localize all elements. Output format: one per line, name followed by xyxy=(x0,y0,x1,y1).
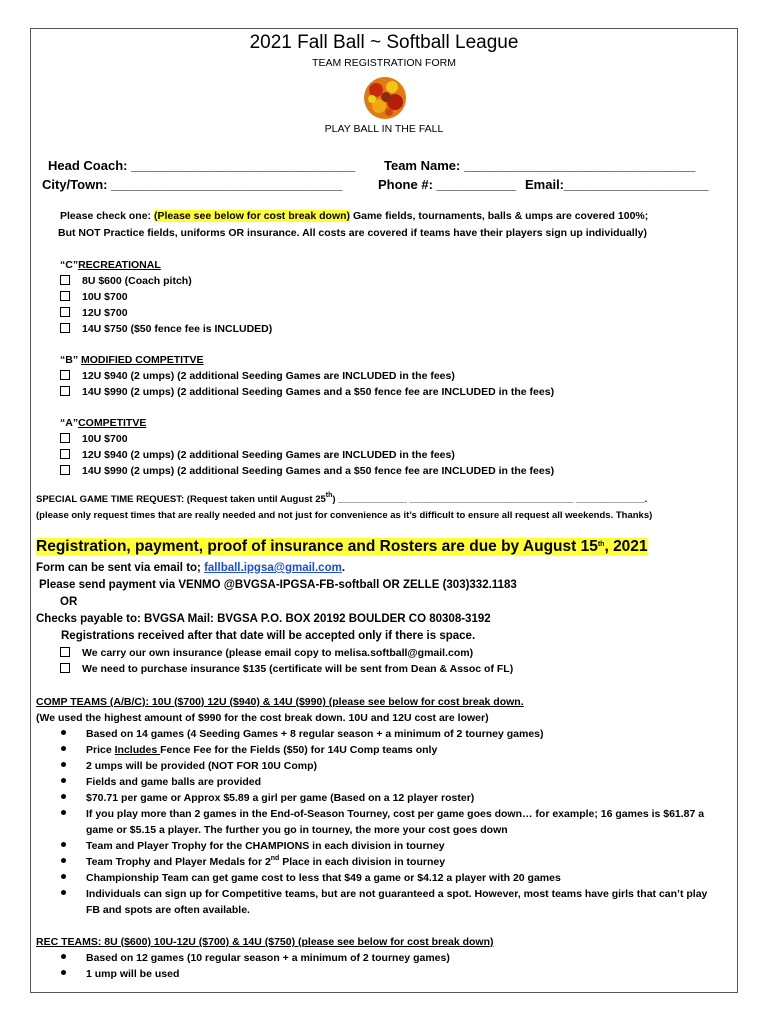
list-item xyxy=(61,968,179,980)
checkbox-option[interactable] xyxy=(60,275,192,287)
option-label: 14U $750 ($50 fence fee is INCLUDED) xyxy=(82,323,273,335)
checkbox-option[interactable] xyxy=(60,291,128,303)
checkbox-option[interactable] xyxy=(60,386,554,398)
option-label: 12U $940 (2 umps) (2 additional Seeding Games are INCLUDED in the fees) xyxy=(82,370,455,382)
list-item-underlined: Includes xyxy=(114,744,161,756)
superscript: th xyxy=(325,492,333,499)
list-item xyxy=(61,888,707,900)
city-town-field[interactable]: City/Town: ________________________________ xyxy=(42,177,343,192)
insurance-option[interactable] xyxy=(60,647,473,659)
rec-teams-heading: REC TEAMS: 8U ($600) 10U-12U ($700) & 14U ($750) (please see below for cost break down) xyxy=(36,936,494,948)
checkbox-option[interactable] xyxy=(60,370,455,382)
deadline-year: , 2021 xyxy=(604,538,648,555)
list-item-text: 2 umps will be provided (NOT FOR 10U Comp) xyxy=(86,760,318,772)
bullet-icon xyxy=(61,746,66,751)
coverage-text: Game fields, tournaments, balls & umps are covered 100%; xyxy=(352,210,649,222)
option-label: 10U $700 xyxy=(82,291,128,303)
tagline: PLAY BALL IN THE FALL xyxy=(324,123,444,135)
check-one-instruction xyxy=(60,210,648,222)
checkbox-option[interactable] xyxy=(60,307,128,319)
list-item-text: Championship Team can get game cost to less that $49 a game or $4.12 a player with 20 games xyxy=(86,872,561,884)
head-coach-field[interactable]: Head Coach: _______________________________ xyxy=(48,158,356,173)
team-name-field[interactable]: Team Name: ________________________________ xyxy=(384,158,696,173)
special-request-blanks[interactable]: ) _____________ _______________________________ _____________. xyxy=(332,494,648,505)
checkbox-option[interactable] xyxy=(60,449,455,461)
registration-form-page xyxy=(30,28,738,993)
list-item-text: Based on 14 games (4 Seeding Games + 8 regular season + a minimum of 2 tourney games) xyxy=(86,728,544,740)
comp-prefix: “A” xyxy=(60,417,79,429)
phone-field[interactable]: Phone #: ___________ xyxy=(378,177,517,192)
comp-heading xyxy=(60,417,146,429)
form-subtitle: TEAM REGISTRATION FORM xyxy=(312,57,456,69)
list-item-text: Based on 12 games (10 regular season + a minimum of 2 tourney games) xyxy=(86,952,450,964)
bullet-icon xyxy=(61,778,66,783)
bullet-icon xyxy=(61,730,66,735)
check-one-prefix: Please check one: xyxy=(60,210,152,222)
checkbox[interactable] xyxy=(60,386,70,396)
list-item xyxy=(61,744,437,756)
checkbox[interactable] xyxy=(60,647,70,657)
bullet-icon xyxy=(61,954,66,959)
checkbox-option[interactable] xyxy=(60,323,272,335)
list-item xyxy=(61,808,704,820)
checkbox[interactable] xyxy=(60,291,70,301)
list-item xyxy=(61,856,445,868)
bullet-icon xyxy=(61,842,66,847)
list-item-text: Fields and game balls are provided xyxy=(86,776,262,788)
rec-heading xyxy=(60,259,161,271)
option-label: 12U $940 (2 umps) (2 additional Seeding Games are INCLUDED in the fees) xyxy=(82,449,455,461)
email-prefix: Form can be sent via email to; xyxy=(36,562,205,574)
superscript: nd xyxy=(270,855,280,862)
list-item xyxy=(61,776,261,788)
checks-instruction: Checks payable to: BVGSA Mail: BVGSA P.O. BOX 20192 BOULDER CO 80308-3192 xyxy=(36,613,491,625)
checkbox-option[interactable] xyxy=(60,433,128,445)
email-link[interactable]: fallball.ipgsa@gmail.com xyxy=(204,562,342,574)
list-item-text: Team and Player Trophy for the CHAMPIONS in each division in tourney xyxy=(86,840,445,852)
checkbox[interactable] xyxy=(60,433,70,443)
list-item xyxy=(61,872,561,884)
special-request-note: (please only request times that are really needed and not just for convenience as it’s difficult to ensure all request all weekends. Thanks) xyxy=(36,510,653,521)
form-title: 2021 Fall Ball ~ Softball League xyxy=(249,32,519,53)
modified-prefix: “B” xyxy=(60,354,79,366)
option-label: 10U $700 xyxy=(82,433,128,445)
list-item-text: Place in each division in tourney xyxy=(279,856,446,868)
special-request-label: SPECIAL GAME TIME REQUEST: (Request taken until August 25 xyxy=(36,494,326,505)
email-field[interactable]: Email:____________________ xyxy=(525,177,709,192)
bullet-icon xyxy=(61,794,66,799)
bullet-icon xyxy=(61,970,66,975)
venmo-instruction: Please send payment via VENMO @BVGSA-IPGSA-FB-softball OR ZELLE (303)332.1183 xyxy=(39,579,517,591)
list-item-text: Fence Fee for the Fields ($50) for 14U Comp teams only xyxy=(160,744,438,756)
list-item xyxy=(61,728,544,740)
email-instruction xyxy=(36,562,345,574)
bullet-icon xyxy=(61,874,66,879)
checkbox[interactable] xyxy=(60,465,70,475)
list-item-text: If you play more than 2 games in the End-of-Season Tourney, cost per game goes down… for example; 16 games is $61.87 a xyxy=(86,808,705,820)
option-label: 14U $990 (2 umps) (2 additional Seeding Games and a $50 fence fee are INCLUDED in the fees) xyxy=(82,386,555,398)
list-item xyxy=(61,952,450,964)
deadline-text: Registration, payment, proof of insurance and Rosters are due by August 15 xyxy=(36,538,598,555)
list-item-text: Team Trophy and Player Medals for 2 xyxy=(86,856,271,868)
bullet-icon xyxy=(61,858,66,863)
list-item-continuation: game or $5.15 a player. The further you go in tourney, the more your cost goes down xyxy=(86,824,508,836)
checkbox-option[interactable] xyxy=(60,465,554,477)
list-item-text: Price xyxy=(86,744,115,756)
coverage-exclusions: But NOT Practice fields, uniforms OR insurance. All costs are covered if teams have their players sign up individually) xyxy=(58,227,647,239)
or-separator: OR xyxy=(60,596,78,608)
bullet-icon xyxy=(61,762,66,767)
list-item xyxy=(61,792,474,804)
list-item xyxy=(61,840,445,852)
comp-teams-note: (We used the highest amount of $990 for the cost break down. 10U and 12U cost are lower) xyxy=(36,712,489,724)
superscript: th xyxy=(597,541,605,548)
list-item-text: $70.71 per game or Approx $5.89 a girl per game (Based on a 12 player roster) xyxy=(86,792,475,804)
comp-teams-heading: COMP TEAMS (A/B/C): 10U ($700) 12U ($940) & 14U ($990) (please see below for cost break down. xyxy=(36,696,524,708)
email-suffix: . xyxy=(341,562,346,574)
checkbox[interactable] xyxy=(60,323,70,333)
checkbox[interactable] xyxy=(60,370,70,380)
list-item-text: Individuals can sign up for Competitive teams, but are not guaranteed a spot. However, most teams have girls that can’t play xyxy=(86,888,708,900)
option-label: 8U $600 (Coach pitch) xyxy=(82,275,192,287)
option-label: 14U $990 (2 umps) (2 additional Seeding Games and a $50 fence fee are INCLUDED in the fees) xyxy=(82,465,555,477)
comp-title: COMPETITVE xyxy=(78,417,147,429)
modified-title: MODIFIED COMPETITVE xyxy=(81,354,204,366)
bullet-icon xyxy=(61,890,66,895)
list-item-continuation: FB and spots are often available. xyxy=(86,904,250,916)
option-label: 12U $700 xyxy=(82,307,128,319)
insurance-option[interactable] xyxy=(60,663,513,675)
late-registration-note: Registrations received after that date will be accepted only if there is space. xyxy=(61,630,476,642)
checkbox[interactable] xyxy=(60,275,70,285)
special-request-line[interactable] xyxy=(36,494,647,505)
rec-prefix: “C” xyxy=(60,259,79,271)
option-label: We need to purchase insurance $135 (certificate will be sent from Dean & Assoc of FL) xyxy=(82,663,514,675)
bullet-icon xyxy=(61,810,66,815)
checkbox[interactable] xyxy=(60,307,70,317)
deadline-highlight xyxy=(36,538,648,555)
rec-title: RECREATIONAL xyxy=(78,259,161,271)
option-label: We carry our own insurance (please email copy to melisa.softball@gmail.com) xyxy=(82,647,474,659)
checkbox[interactable] xyxy=(60,663,70,673)
deadline-banner xyxy=(36,538,648,556)
list-item xyxy=(61,760,317,772)
fall-leaves-logo xyxy=(362,75,408,121)
list-item-text: 1 ump will be used xyxy=(86,968,180,980)
cost-breakdown-highlight: (Please see below for cost break down) xyxy=(153,210,351,222)
modified-heading xyxy=(60,354,204,366)
checkbox[interactable] xyxy=(60,449,70,459)
